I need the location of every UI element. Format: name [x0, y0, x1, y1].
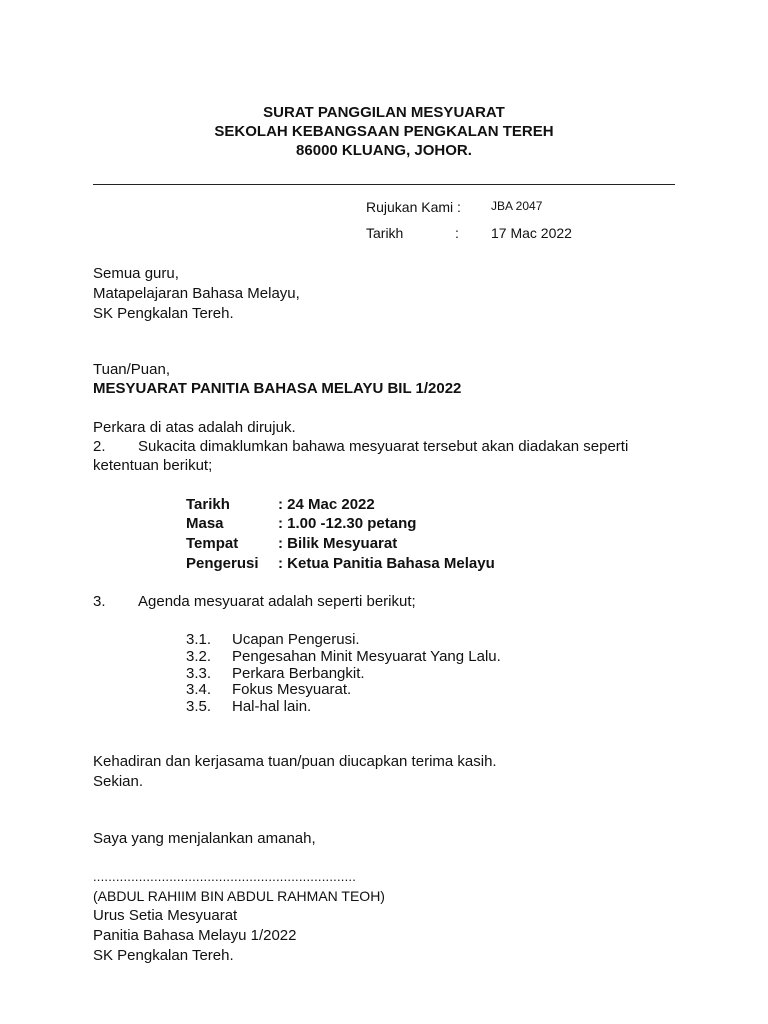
- reference-value: JBA 2047: [491, 199, 543, 213]
- paragraph-number: 2.: [93, 438, 106, 455]
- letter-title: SURAT PANGGILAN MESYUARAT: [263, 104, 505, 121]
- signatory-committee: Panitia Bahasa Melayu 1/2022: [93, 927, 297, 944]
- agenda-item: Fokus Mesyuarat.: [232, 681, 352, 698]
- recipient-line: SK Pengkalan Tereh.: [93, 305, 234, 322]
- signatory-role: Urus Setia Mesyuarat: [93, 907, 238, 924]
- paragraph-text: Sukacita dimaklumkan bahawa mesyuarat tersebut akan diadakan seperti: [138, 438, 629, 455]
- detail-label: Tempat: [186, 535, 239, 552]
- date-colon: :: [455, 225, 459, 241]
- school-address: 86000 KLUANG, JOHOR.: [296, 142, 472, 159]
- letter-subject: MESYUARAT PANITIA BAHASA MELAYU BIL 1/2022: [93, 380, 462, 397]
- signatory-school: SK Pengkalan Tereh.: [93, 947, 234, 964]
- salutation: Tuan/Puan,: [93, 361, 170, 378]
- detail-label: Tarikh: [186, 496, 230, 513]
- recipient-line: Semua guru,: [93, 265, 179, 282]
- detail-label: Masa: [186, 515, 224, 532]
- agenda-item: Hal-hal lain.: [232, 698, 312, 715]
- detail-value: : 1.00 -12.30 petang: [278, 515, 417, 532]
- detail-value: : Bilik Mesyuarat: [278, 535, 398, 552]
- detail-label: Pengerusi: [186, 555, 259, 572]
- agenda-number: 3.5.: [186, 698, 212, 715]
- signoff-text: Saya yang menjalankan amanah,: [93, 830, 316, 847]
- date-label: Tarikh: [366, 225, 404, 241]
- recipient-line: Matapelajaran Bahasa Melayu,: [93, 285, 300, 302]
- agenda-item: Ucapan Pengerusi.: [232, 631, 360, 648]
- agenda-item: Pengesahan Minit Mesyuarat Yang Lalu.: [232, 648, 501, 665]
- closing-text: Kehadiran dan kerjasama tuan/puan diucapkan terima kasih.: [93, 753, 497, 770]
- paragraph-text: Agenda mesyuarat adalah seperti berikut;: [138, 593, 416, 610]
- intro-paragraph: Perkara di atas adalah dirujuk.: [93, 419, 296, 436]
- detail-value: : 24 Mac 2022: [278, 496, 375, 513]
- header-divider: [93, 184, 675, 185]
- signatory-name: (ABDUL RAHIIM BIN ABDUL RAHMAN TEOH): [93, 888, 385, 904]
- detail-value: : Ketua Panitia Bahasa Melayu: [278, 555, 495, 572]
- agenda-number: 3.3.: [186, 665, 212, 682]
- agenda-number: 3.4.: [186, 681, 212, 698]
- school-name: SEKOLAH KEBANGSAAN PENGKALAN TEREH: [214, 123, 554, 140]
- paragraph-text: ketentuan berikut;: [93, 457, 213, 474]
- agenda-item: Perkara Berbangkit.: [232, 665, 365, 682]
- signature-line: .....................................................................: [93, 869, 357, 884]
- agenda-number: 3.1.: [186, 631, 212, 648]
- agenda-number: 3.2.: [186, 648, 212, 665]
- paragraph-number: 3.: [93, 593, 106, 610]
- date-value: 17 Mac 2022: [491, 225, 572, 241]
- reference-label: Rujukan Kami :: [366, 199, 461, 215]
- closing-text: Sekian.: [93, 773, 144, 790]
